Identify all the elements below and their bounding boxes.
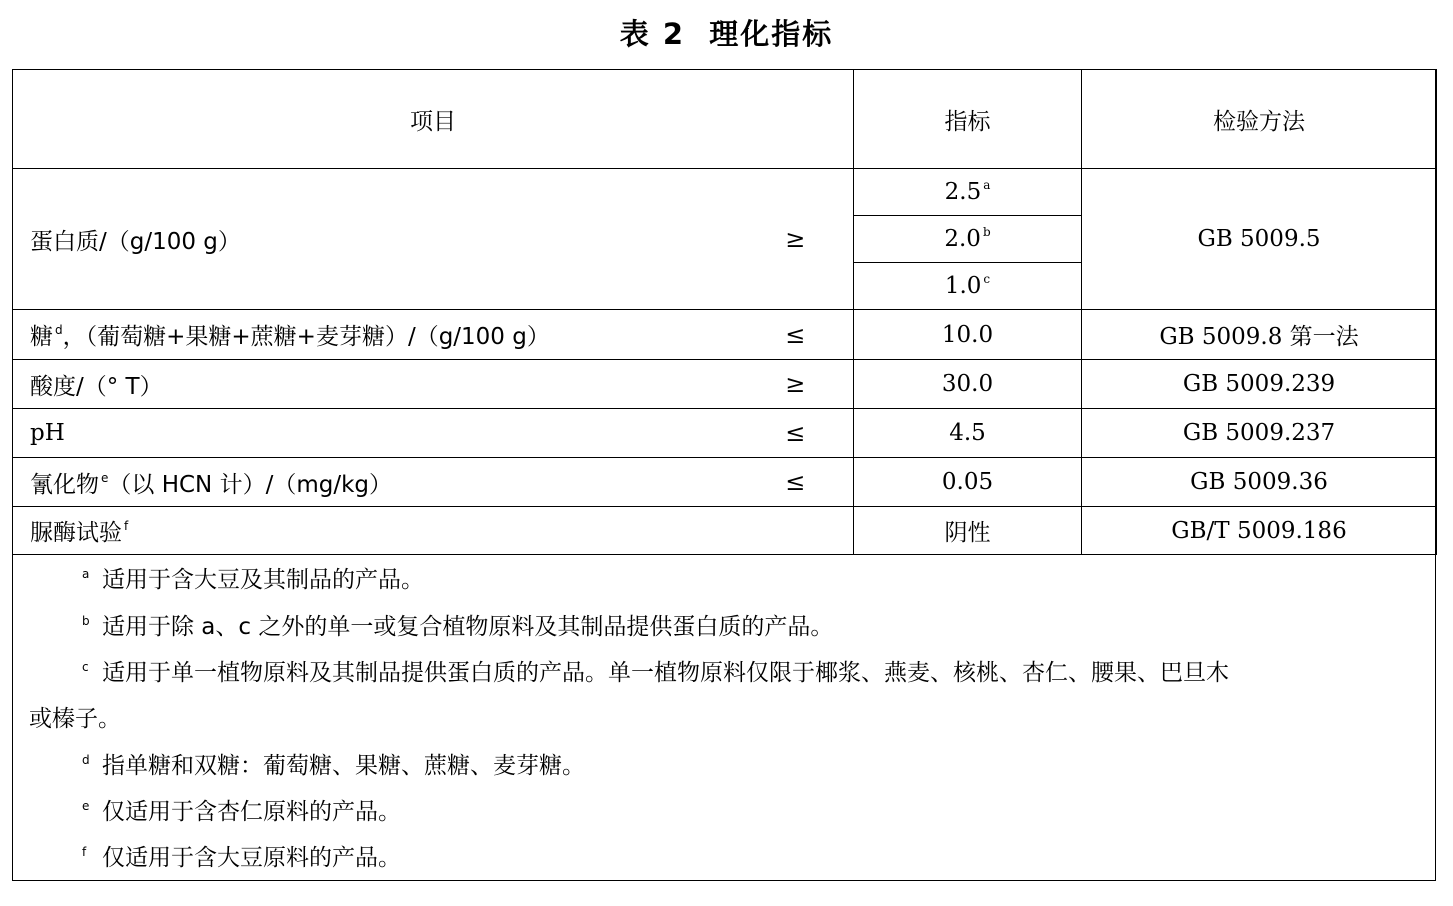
- table-title: 表 2 理化指标: [619, 17, 834, 51]
- protein-value-a: 2.5 $^a$: [854, 169, 1082, 216]
- sugar-method: GB 5009.8 第一法: [1082, 310, 1437, 360]
- footnote-text: 指单糖和双糖：葡萄糖、果糖、蔗糖、麦芽糖。: [102, 753, 585, 779]
- ph-method: GB 5009.237: [1082, 409, 1437, 458]
- acidity-operator: ≥: [746, 360, 854, 409]
- table-row: [13, 507, 1437, 555]
- footnote-mark: c: [82, 660, 89, 674]
- footnote-text: 适用于除 a、c 之外的单一或复合植物原料及其制品提供蛋白质的产品。: [102, 614, 834, 640]
- footnote-text: 适用于单一植物原料及其制品提供蛋白质的产品。单一植物原料仅限于椰浆、燕麦、核桃、杏仁、腰果、巴旦木: [102, 660, 1229, 686]
- sugar-operator: ≤: [746, 310, 854, 360]
- sugar-label: 糖 $^d$，（葡萄糖+果糖+蔗糖+麦芽糖）/（g/100 g）: [13, 310, 746, 360]
- header-item: 项目: [13, 70, 854, 169]
- footnote-text: 适用于含大豆及其制品的产品。: [102, 567, 424, 593]
- protein-value-c: 1.0 $^c$: [854, 263, 1082, 310]
- footnote-mark: e: [82, 799, 90, 813]
- footnote-text: 仅适用于含杏仁原料的产品。: [102, 799, 401, 825]
- cyanide-method: GB 5009.36: [1082, 458, 1437, 507]
- header-row: [13, 70, 1437, 169]
- urease-operator: [746, 507, 854, 555]
- header-value: 指标: [854, 70, 1082, 169]
- footnote-text: 仅适用于含大豆原料的产品。: [102, 845, 401, 871]
- header-method: 检验方法: [1082, 70, 1437, 169]
- ph-value: 4.5: [854, 409, 1082, 458]
- footnote-mark: a: [82, 567, 90, 581]
- acidity-method: GB 5009.239: [1082, 360, 1437, 409]
- ph-label: pH: [13, 409, 746, 458]
- table-row: [13, 310, 1437, 360]
- footnote-mark: f: [82, 845, 87, 859]
- cyanide-label: 氰化物 $^e$（以 HCN 计）/（mg/kg）: [13, 458, 746, 507]
- urease-value: 阴性: [854, 507, 1082, 555]
- protein-operator: ≥: [746, 169, 854, 310]
- table-row: [13, 169, 1437, 216]
- table-row: [13, 409, 1437, 458]
- footnote-continuation: 或榛子。: [29, 706, 121, 732]
- table-row: [13, 360, 1437, 409]
- protein-method: GB 5009.5: [1082, 169, 1437, 310]
- protein-value-b: 2.0 $^b$: [854, 216, 1082, 263]
- cyanide-value: 0.05: [854, 458, 1082, 507]
- urease-method: GB/T 5009.186: [1082, 507, 1437, 555]
- acidity-label: 酸度/（° T）: [13, 360, 746, 409]
- cyanide-operator: ≤: [746, 458, 854, 507]
- table-row: [13, 458, 1437, 507]
- ph-operator: ≤: [746, 409, 854, 458]
- footnote-mark: d: [82, 753, 90, 767]
- acidity-value: 30.0: [854, 360, 1082, 409]
- footnote-mark: b: [82, 614, 90, 628]
- sugar-value: 10.0: [854, 310, 1082, 360]
- urease-label: 脲酶试验 $^f$: [13, 507, 746, 555]
- protein-label: 蛋白质/（g/100 g）: [13, 169, 746, 310]
- spec-table: [12, 69, 1437, 555]
